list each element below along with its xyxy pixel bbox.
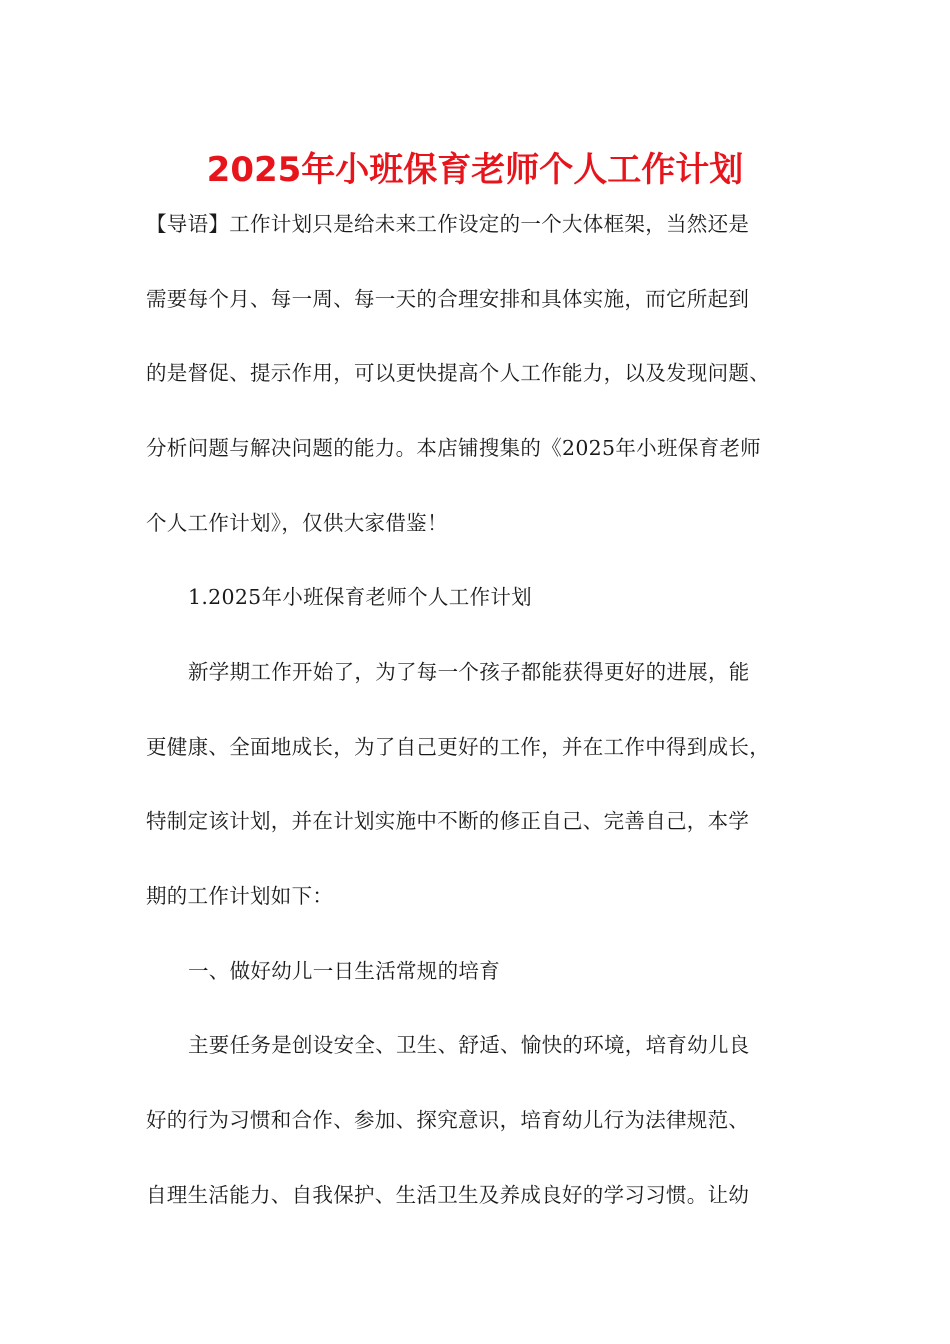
intro-line-5: 个人工作计划》，仅供大家借鉴！ [146, 511, 448, 535]
paragraph-line: 更健康、全面地成长，为了自己更好的工作，并在工作中得到成长， [146, 735, 770, 759]
paragraph-line: 期的工作计划如下： [146, 884, 334, 908]
intro-line-2: 需要每个月、每一周、每一天的合理安排和具体实施，而它所起到 [146, 287, 750, 311]
paragraph-line: 自理生活能力、自我保护、生活卫生及养成良好的学习习惯。让幼 [146, 1183, 750, 1207]
paragraph-line: 好的行为习惯和合作、参加、探究意识，培育幼儿行为法律规范、 [146, 1108, 750, 1132]
document-title: 2025年小班保育老师个人工作计划 [206, 150, 744, 190]
intro-line-3: 的是督促、提示作用，可以更快提高个人工作能力，以及发现问题、 [146, 361, 770, 385]
intro-line-1: 【导语】工作计划只是给未来工作设定的一个大体框架，当然还是 [146, 212, 750, 236]
intro-line-4: 分析问题与解决问题的能力。本店铺搜集的《2025年小班保育老师 [146, 436, 761, 460]
paragraph-line: 新学期工作开始了，为了每一个孩子都能获得更好的进展，能 [188, 660, 750, 684]
paragraph-line: 特制定该计划，并在计划实施中不断的修正自己、完善自己，本学 [146, 809, 750, 833]
section-heading-1: 1.2025年小班保育老师个人工作计划 [188, 585, 532, 609]
paragraph-line: 主要任务是创设安全、卫生、舒适、愉快的环境，培育幼儿良 [188, 1033, 750, 1057]
section-heading-2: 一、做好幼儿一日生活常规的培育 [188, 959, 500, 983]
